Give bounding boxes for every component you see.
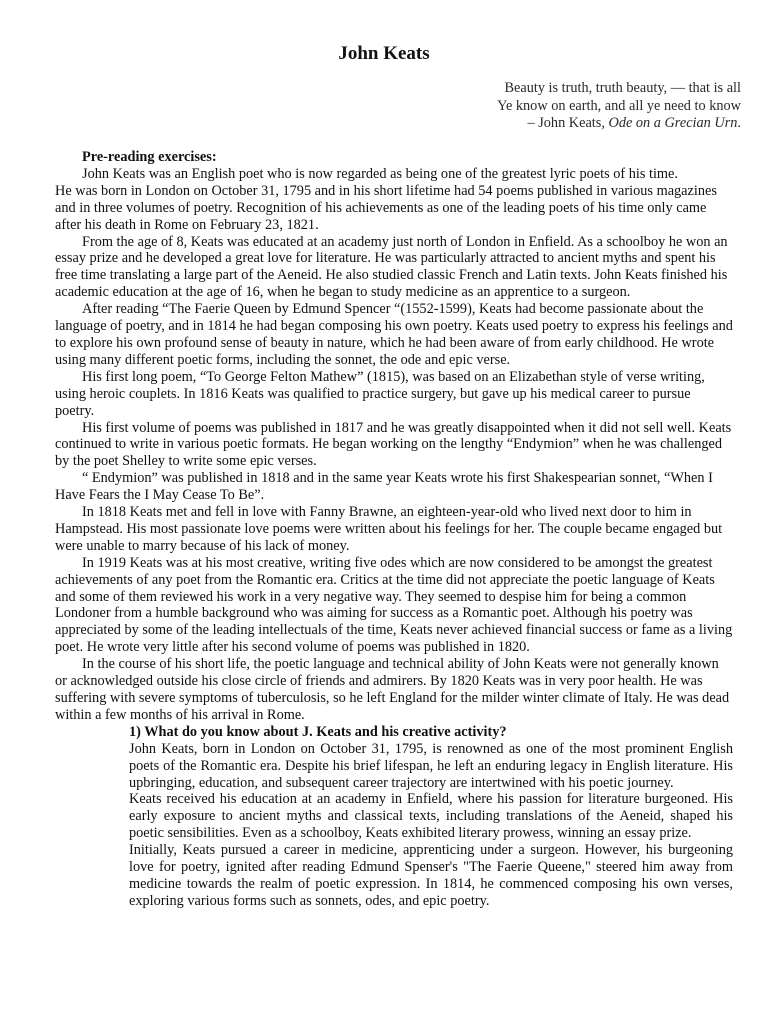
- body-paragraph: In 1818 Keats met and fell in love with Fanny Brawne, an eighteen-year-old who lived next door to him in Hampstead. His most passionate love poems were written about his feelings for her. The couple became engaged but were unable to marry because of his lack of money.: [55, 504, 723, 554]
- epigraph-attribution: [381, 115, 741, 133]
- body-paragraph: His first long poem, “To George Felton Mathew” (1815), was based on an Elizabethan style of verse writing, using heroic couplets. In 1816 Keats was qualified to practice surgery, but gave up his medical career to pursue poetry.: [55, 368, 705, 419]
- body-paragraph: He was born in London on October 31, 1795 and in his short lifetime had 54 poems published in various magazines and in three volumes of poetry. Recognition of his achievements as one of the leading poets of his time only came after his death in Rome on February 23, 1821.: [55, 182, 717, 233]
- epigraph-line-2: Ye know on earth, and all ye need to know: [497, 97, 741, 114]
- epigraph-line-1: Beauty is truth, truth beauty, — that is all: [504, 80, 741, 96]
- body-paragraph: In 1919 Keats was at his most creative, writing five odes which are now considered to be amongst the greatest achievements of any poet from the Romantic era. Critics at the time did not appreciate the poetic language of Keats and some of them reviewed his work in a very negative way. They seemed to despise him for being a common Londoner from a humble background who was aiming for success as a Romantic poet. Although his poetry was appreciated by some of the leading intellectuals of the time, Keats never achieved financial success or fame as a living poet. He wrote very little after his second volume of poems was published in 1820.: [55, 554, 733, 656]
- answer-paragraph: Keats received his education at an academy in Enfield, where his passion for literature burgeoned. His early exposure to ancient myths and classical texts, including translations of the Aeneid, shaped his poetic sensibilities. Even as a schoolboy, Keats exhibited literary prowess, winning an essay prize.: [129, 791, 733, 842]
- attribution-suffix: .: [737, 115, 741, 131]
- question-label: 1) What do you know about J. Keats and his creative activity?: [129, 723, 507, 740]
- pre-reading-heading: Pre-reading exercises:: [82, 149, 217, 165]
- question-block: [129, 724, 733, 910]
- body-paragraph: In the course of his short life, the poetic language and technical ability of John Keats were not generally known or acknowledged outside his close circle of friends and admirers. By 1820 Keats was in very poor health. He was suffering with severe symptoms of tuberculosis, so he left England for the milder winter climate of Italy. He was dead within a few months of his arrival in Rome.: [55, 656, 730, 723]
- document-body: [55, 149, 733, 910]
- body-paragraph: His first volume of poems was published in 1817 and he was greatly disappointed when it did not sell well. Keats continued to write in various poetic formats. He began working on the lengthy “Endymion” when he was challenged by the poet Shelley to write some epic verses.: [55, 419, 732, 470]
- answer-paragraph: Initially, Keats pursued a career in medicine, apprenticing under a surgeon. However, his burgeoning love for poetry, ignited after reading Edmund Spenser's "The Faerie Queene," steered him away from medicine towards the realm of poetic expression. In 1814, he commenced composing his own verses, exploring various forms such as sonnets, odes, and epic poetry.: [129, 842, 733, 909]
- body-paragraph: “ Endymion” was published in 1818 and in the same year Keats wrote his first Shakespearian sonnet, “When I Have Fears the I May Cease To Be”.: [55, 470, 713, 504]
- attribution-work: Ode on a Grecian Urn: [608, 115, 738, 131]
- attribution-prefix: – John Keats,: [527, 115, 609, 131]
- page-title: John Keats: [338, 43, 430, 64]
- body-paragraph: From the age of 8, Keats was educated at an academy just north of London in Enfield. As a schoolboy he won an essay prize and he developed a great love for literature. He was particularly attracted to ancient myths and spent his free time translating a large part of the Aeneid. He also studied classic French and Latin texts. John Keats finished his academic education at the age of 16, when he began to study medicine as an apprentice to a surgeon.: [55, 233, 728, 301]
- answer-paragraph: John Keats, born in London on October 31, 1795, is renowned as one of the most prominent English poets of the Romantic era. Despite his brief lifespan, he left an enduring legacy in English literature. His upbringing, education, and subsequent career trajectory are intertwined with his poetic journey.: [129, 740, 733, 791]
- body-paragraph: After reading “The Faerie Queen by Edmund Spencer “(1552-1599), Keats had become passionate about the language of poetry, and in 1814 he had began composing his own poetry. Keats used poetry to express his feelings and to explore his own profound sense of beauty in nature, which he had been aware of from early childhood. He wrote using many different poetic forms, including the sonnet, the ode and epic verse.: [55, 301, 733, 368]
- body-paragraph: John Keats was an English poet who is now regarded as being one of the greatest lyric poets of his time.: [82, 165, 678, 182]
- epigraph: [381, 80, 741, 133]
